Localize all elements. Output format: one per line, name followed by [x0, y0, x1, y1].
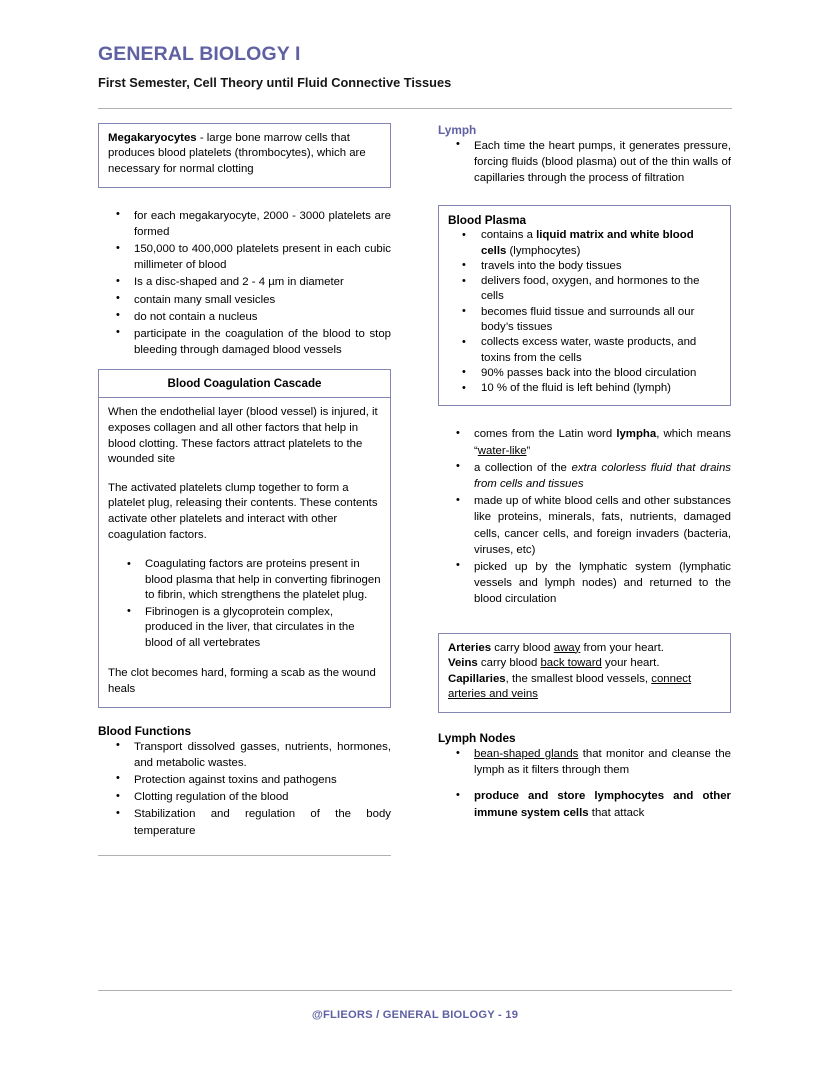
list-item: • Each time the heart pumps, it generates pressure, forcing fluids (blood plasma) out of the thin walls of capillaries through the process of filtration [438, 138, 731, 187]
coagulation-paragraph-2: The activated platelets clump together to form a platelet plug, releasing their contents. These contents activate other platelets and interact with other coagulation factors. [108, 481, 378, 541]
lymph-intro-list [438, 138, 731, 187]
list-item: • Is a disc-shaped and 2 - 4 µm in diameter [98, 274, 391, 290]
blood-vessels-box [438, 633, 731, 714]
veins-term: Veins [448, 657, 478, 670]
list-item: • produce and store lymphocytes and other immune system cells that attack [438, 788, 731, 820]
megakaryocytes-box [98, 123, 391, 188]
colorless-fluid-emphasis: extra colorless fluid that drains from cells and tissues [474, 461, 731, 490]
coagulation-box-title: Blood Coagulation Cascade [99, 370, 390, 398]
coagulation-bullet-list [108, 557, 381, 651]
back-toward-underline: back toward [540, 657, 602, 670]
connect-underline: connect arteries and veins [448, 672, 692, 701]
list-item: • 90% passes back into the blood circulation [448, 366, 721, 381]
lymph-nodes-list [438, 746, 731, 821]
text-bold: liquid matrix and white blood cells [481, 229, 694, 257]
text-pre: contains a [481, 229, 537, 242]
list-item: • a collection of the extra colorless fluid that drains from cells and tissues [438, 460, 731, 492]
list-item: • delivers food, oxygen, and hormones to the cells [448, 274, 721, 305]
list-item: • Fibrinogen is a glycoprotein complex, produced in the liver, that circulates in the blood of all vertebrates [108, 605, 381, 652]
list-item: • Transport dissolved gasses, nutrients, hormones, and metabolic wastes. [98, 739, 391, 771]
blood-plasma-list [448, 228, 721, 396]
footer-text: @FLIEORS / GENERAL BIOLOGY - 19 [311, 1009, 519, 1021]
blood-functions-heading: Blood Functions [98, 723, 192, 738]
lymph-heading: Lymph [438, 122, 477, 137]
megakaryocytes-definition: - large bone marrow cells that produces blood platelets (thrombocytes), which are necessary for normal clotting [108, 131, 366, 176]
left-column [98, 123, 391, 856]
coagulation-paragraph-1: When the endothelial layer (blood vessel) is injured, it exposes collagen and all other factors that help in blood clotting. These factors attract platelets to the wounded site [108, 406, 378, 466]
list-item: • travels into the body tissues [448, 259, 721, 274]
list-item: • picked up by the lymphatic system (lymphatic vessels and lymph nodes) and returned to the blood circulation [438, 559, 731, 608]
blood-plasma-heading: Blood Plasma [448, 213, 527, 228]
right-column [438, 123, 731, 822]
capillaries-term: Capillaries [448, 672, 506, 685]
blood-plasma-box [438, 205, 731, 406]
list-item: • Coagulating factors are proteins present in blood plasma that help in converting fibrinogen to fibrin, which strengthens the platelet plug. [108, 557, 381, 604]
list-item: • contain many small vesicles [98, 292, 391, 308]
away-underline: away [553, 641, 581, 654]
lymph-details-list [438, 426, 731, 607]
list-item: • comes from the Latin word lympha, which means “water-like” [438, 426, 731, 458]
blood-coagulation-cascade-box [98, 369, 391, 707]
arteries-term: Arteries [448, 641, 492, 654]
list-item: • for each megakaryocyte, 2000 - 3000 platelets are formed [98, 208, 391, 240]
coagulation-paragraph-3: The clot becomes hard, forming a scab as the wound heals [108, 667, 376, 695]
list-item: • becomes fluid tissue and surrounds all our body’s tissues [448, 305, 721, 336]
list-item [448, 228, 721, 259]
list-item: • bean-shaped glands that monitor and cleanse the lymph as it filters through them [438, 746, 731, 778]
lymph-nodes-heading: Lymph Nodes [438, 731, 516, 745]
list-item: • do not contain a nucleus [98, 309, 391, 325]
water-like-underline: water-like [477, 444, 527, 457]
lymphocytes-bold: produce and store lymphocytes and other immune system cells [474, 790, 731, 819]
header-divider [98, 108, 732, 109]
page-subtitle: First Semester, Cell Theory until Fluid Connective Tissues [98, 75, 452, 91]
megakaryocytes-term: Megakaryocytes [108, 131, 197, 144]
lympha-term: lympha [616, 428, 657, 441]
list-item: • Stabilization and regulation of the body temperature [98, 806, 391, 838]
bean-shaped-glands-underline: bean-shaped glands [474, 748, 579, 760]
list-item: • made up of white blood cells and other substances like proteins, minerals, fats, nutrients, damaged cells, cancer cells, and foreign invaders (bacteria, viruses, etc) [438, 493, 731, 558]
text-post: (lymphocytes) [506, 244, 581, 257]
list-item: • participate in the coagulation of the blood to stop bleeding through damaged blood vessels [98, 326, 391, 358]
list-item: • Protection against toxins and pathogens [98, 772, 391, 788]
left-column-divider [98, 855, 391, 856]
vessels-text: Arteries carry blood away from your heart. Veins carry blood back toward your heart. Capillaries, the smallest blood vessels, connect arteries and veins [448, 641, 692, 701]
platelet-bullet-list [98, 208, 391, 359]
blood-functions-list [98, 739, 391, 839]
list-item: • 150,000 to 400,000 platelets present in each cubic millimeter of blood [98, 241, 391, 273]
list-item: • 10 % of the fluid is left behind (lymph) [448, 381, 721, 396]
footer-divider [98, 990, 732, 991]
page-title: GENERAL BIOLOGY I [98, 43, 301, 65]
page-content [98, 44, 732, 856]
two-column-layout [98, 123, 732, 856]
list-item: • Clotting regulation of the blood [98, 789, 391, 805]
list-item: • collects excess water, waste products, and toxins from the cells [448, 335, 721, 366]
page-footer [98, 990, 732, 1023]
megakaryocytes-text [108, 131, 381, 178]
